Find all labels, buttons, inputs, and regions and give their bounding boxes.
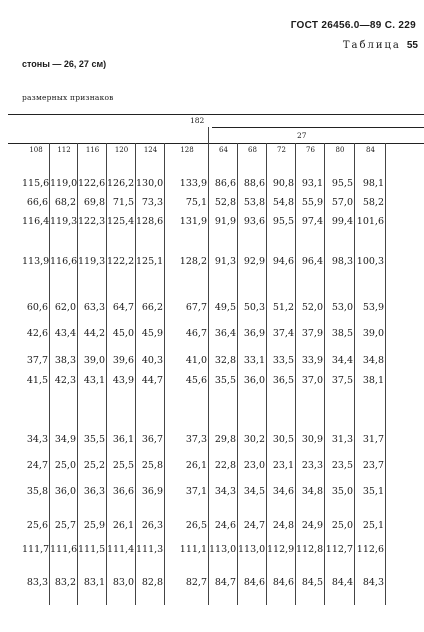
column-header: 76 [306, 146, 315, 154]
table-cell: 73,3 [141, 197, 163, 208]
table-cell: 42,3 [54, 375, 76, 386]
table-cell: 84,4 [331, 577, 353, 588]
table-cell: 91,3 [214, 256, 236, 267]
table-cell: 34,6 [272, 486, 294, 497]
table-cell: 23,3 [301, 460, 323, 471]
table-cell: 37,9 [301, 328, 323, 339]
table-cell: 22,8 [214, 460, 236, 471]
table-cell: 41,5 [26, 375, 48, 386]
table-cell: 58,2 [362, 197, 384, 208]
table-cell: 101,6 [356, 216, 384, 227]
table-cell: 44,2 [83, 328, 105, 339]
table-cell: 62,0 [54, 302, 76, 313]
table-cell: 34,4 [331, 355, 353, 366]
column-header: 116 [85, 146, 100, 154]
table-cell: 23,5 [331, 460, 353, 471]
table-cell: 57,0 [331, 197, 353, 208]
table-cell: 53,8 [243, 197, 265, 208]
table-cell: 30,5 [272, 434, 294, 445]
table-cell: 91,9 [214, 216, 236, 227]
table-cell: 93,6 [243, 216, 265, 227]
table-cell: 128,2 [179, 256, 207, 267]
table-cell: 43,1 [83, 375, 105, 386]
table-cell: 36,6 [112, 486, 134, 497]
table-cell: 38,3 [54, 355, 76, 366]
table-cell: 82,8 [141, 577, 163, 588]
group-rule [212, 127, 424, 128]
column-divider [354, 143, 355, 605]
table-cell: 25,9 [83, 520, 105, 531]
table-cell: 112,8 [296, 544, 324, 555]
table-cell: 45,6 [185, 375, 207, 386]
table-cell: 128,6 [136, 216, 164, 227]
table-cell: 64,7 [112, 302, 134, 313]
table-cell: 49,5 [214, 302, 236, 313]
table-cell: 34,3 [26, 434, 48, 445]
table-cell: 111,3 [136, 544, 164, 555]
table-cell: 34,8 [301, 486, 323, 497]
table-cell: 39,0 [83, 355, 105, 366]
table-cell: 45,9 [141, 328, 163, 339]
table-cell: 111,6 [50, 544, 78, 555]
column-header: 108 [29, 146, 43, 154]
table-cell: 116,6 [50, 256, 78, 267]
table-cell: 36,3 [83, 486, 105, 497]
table-cell: 46,7 [185, 328, 207, 339]
table-cell: 31,3 [331, 434, 353, 445]
subtitle-text: размерных признаков [22, 93, 114, 102]
table-cell: 96,4 [301, 256, 323, 267]
table-cell: 35,5 [214, 375, 236, 386]
table-cell: 39,0 [362, 328, 384, 339]
table-cell: 34,9 [54, 434, 76, 445]
table-cell: 122,6 [78, 178, 106, 189]
column-header: 80 [335, 146, 345, 154]
table-cell: 34,8 [362, 355, 384, 366]
table-cell: 82,7 [185, 577, 207, 588]
table-cell: 24,6 [214, 520, 236, 531]
table-cell: 119,0 [50, 178, 78, 189]
table-cell: 23,0 [243, 460, 265, 471]
table-cell: 119,3 [78, 256, 106, 267]
table-cell: 38,5 [331, 328, 353, 339]
table-cell: 41,0 [185, 355, 207, 366]
table-cell: 44,7 [141, 375, 163, 386]
table-cell: 30,2 [243, 434, 265, 445]
column-divider [324, 143, 325, 605]
table-cell: 35,8 [26, 486, 48, 497]
table-cell: 37,7 [26, 355, 48, 366]
table-cell: 53,9 [362, 302, 384, 313]
table-cell: 69,8 [83, 197, 105, 208]
header-rule [8, 143, 424, 144]
table-cell: 67,7 [185, 302, 207, 313]
table-cell: 122,2 [107, 256, 135, 267]
standard-header: ГОСТ 26456.0—89 С. 229 [290, 20, 416, 31]
table-cell: 71,5 [112, 197, 134, 208]
table-cell: 130,0 [136, 178, 164, 189]
table-cell: 97,4 [301, 216, 323, 227]
table-cell: 99,4 [331, 216, 353, 227]
table-cell: 24,7 [243, 520, 265, 531]
table-cell: 113,9 [22, 256, 50, 267]
table-cell: 43,4 [54, 328, 76, 339]
table-cell: 36,0 [243, 375, 265, 386]
table-cell: 112,7 [325, 544, 353, 555]
column-header: 120 [114, 146, 129, 154]
table-cell: 131,9 [179, 216, 207, 227]
table-cell: 84,7 [214, 577, 236, 588]
table-title [343, 40, 418, 51]
table-cell: 111,5 [78, 544, 106, 555]
table-cell: 42,6 [26, 328, 48, 339]
table-cell: 33,5 [272, 355, 294, 366]
table-cell: 36,7 [141, 434, 163, 445]
table-cell: 25,0 [54, 460, 76, 471]
table-cell: 66,2 [141, 302, 163, 313]
table-cell: 75,1 [185, 197, 207, 208]
column-header: 68 [248, 146, 257, 154]
table-cell: 113,0 [209, 544, 237, 555]
table-cell: 122,3 [78, 216, 106, 227]
column-divider [295, 143, 296, 605]
table-number: 55 [406, 40, 418, 51]
table-cell: 52,0 [301, 302, 323, 313]
column-divider [135, 143, 136, 605]
table-cell: 98,3 [331, 256, 353, 267]
table-cell: 125,4 [107, 216, 135, 227]
column-divider [77, 143, 78, 605]
table-cell: 126,2 [107, 178, 135, 189]
column-divider [106, 143, 107, 605]
table-cell: 35,5 [83, 434, 105, 445]
table-cell: 125,1 [136, 256, 164, 267]
table-cell: 38,1 [362, 375, 384, 386]
table-cell: 50,3 [243, 302, 265, 313]
table-cell: 37,5 [331, 375, 353, 386]
table-cell: 100,3 [356, 256, 384, 267]
table-cell: 84,6 [272, 577, 294, 588]
column-header: 84 [366, 146, 375, 154]
table-cell: 26,3 [141, 520, 163, 531]
table-cell: 93,1 [301, 178, 323, 189]
table-cell: 66,6 [26, 197, 48, 208]
table-cell: 30,9 [301, 434, 323, 445]
table-cell: 25,8 [141, 460, 163, 471]
table-cell: 83,1 [83, 577, 105, 588]
table-cell: 33,9 [301, 355, 323, 366]
table-cell: 92,9 [243, 256, 265, 267]
table-cell: 24,8 [272, 520, 294, 531]
table-cell: 88,6 [243, 178, 265, 189]
column-divider [266, 143, 267, 605]
column-divider [385, 143, 386, 605]
column-header: 72 [277, 146, 286, 154]
column-header: 128 [180, 146, 194, 154]
table-cell: 34,5 [243, 486, 265, 497]
table-cell: 33,1 [243, 355, 265, 366]
table-cell: 53,0 [331, 302, 353, 313]
table-cell: 116,4 [22, 216, 50, 227]
table-cell: 83,0 [112, 577, 134, 588]
table-cell: 83,3 [26, 577, 48, 588]
group-label-27: 27 [297, 131, 307, 140]
table-cell: 60,6 [26, 302, 48, 313]
table-cell: 26,1 [112, 520, 134, 531]
table-cell: 25,2 [83, 460, 105, 471]
table-cell: 26,1 [185, 460, 207, 471]
table-cell: 51,2 [272, 302, 294, 313]
table-cell: 94,6 [272, 256, 294, 267]
table-cell: 119,3 [50, 216, 78, 227]
table-cell: 133,9 [179, 178, 207, 189]
table-cell: 26,5 [185, 520, 207, 531]
table-cell: 25,1 [362, 520, 384, 531]
table-cell: 36,5 [272, 375, 294, 386]
table-cell: 36,9 [243, 328, 265, 339]
top-rule [8, 114, 424, 115]
table-cell: 111,1 [179, 544, 207, 555]
table-cell: 98,1 [362, 178, 384, 189]
table-cell: 84,3 [362, 577, 384, 588]
table-cell: 36,0 [54, 486, 76, 497]
table-cell: 95,5 [272, 216, 294, 227]
table-cell: 68,2 [54, 197, 76, 208]
table-cell: 31,7 [362, 434, 384, 445]
table-cell: 36,1 [112, 434, 134, 445]
table-cell: 35,1 [362, 486, 384, 497]
table-cell: 111,4 [107, 544, 135, 555]
table-cell: 37,4 [272, 328, 294, 339]
table-cell: 24,9 [301, 520, 323, 531]
table-cell: 29,8 [214, 434, 236, 445]
table-cell: 25,5 [112, 460, 134, 471]
table-cell: 40,3 [141, 355, 163, 366]
table-cell: 37,0 [301, 375, 323, 386]
column-header: 112 [57, 146, 71, 154]
table-cell: 84,5 [301, 577, 323, 588]
table-cell: 112,6 [356, 544, 384, 555]
table-cell: 43,9 [112, 375, 134, 386]
table-cell: 36,4 [214, 328, 236, 339]
table-cell: 23,7 [362, 460, 384, 471]
table-cell: 86,6 [214, 178, 236, 189]
column-divider [164, 143, 165, 605]
column-divider [49, 143, 50, 605]
table-cell: 37,1 [185, 486, 207, 497]
table-cell: 84,6 [243, 577, 265, 588]
table-cell: 63,3 [83, 302, 105, 313]
table-cell: 24,7 [26, 460, 48, 471]
table-cell: 111,7 [22, 544, 50, 555]
table-cell: 25,6 [26, 520, 48, 531]
table-cell: 112,9 [267, 544, 295, 555]
table-cell: 83,2 [54, 577, 76, 588]
table-cell: 52,8 [214, 197, 236, 208]
table-cell: 45,0 [112, 328, 134, 339]
table-cell: 34,3 [214, 486, 236, 497]
column-divider [237, 143, 238, 605]
table-cell: 54,8 [272, 197, 294, 208]
table-cell: 113,0 [238, 544, 266, 555]
table-cell: 35,0 [331, 486, 353, 497]
table-cell: 25,7 [54, 520, 76, 531]
table-cell: 37,3 [185, 434, 207, 445]
table-cell: 115,6 [22, 178, 50, 189]
table-cell: 36,9 [141, 486, 163, 497]
table-cell: 90,8 [272, 178, 294, 189]
table-cell: 55,9 [301, 197, 323, 208]
column-header: 64 [219, 146, 228, 154]
continuation-text: стоны — 26, 27 см) [22, 59, 107, 69]
table-cell: 25,0 [331, 520, 353, 531]
column-header: 124 [143, 146, 158, 154]
table-cell: 95,5 [331, 178, 353, 189]
table-cell: 23,1 [272, 460, 294, 471]
group-label-182: 182 [190, 116, 205, 125]
table-cell: 32,8 [214, 355, 236, 366]
table-cell: 39,6 [112, 355, 134, 366]
table-word: Таблица [342, 40, 401, 51]
